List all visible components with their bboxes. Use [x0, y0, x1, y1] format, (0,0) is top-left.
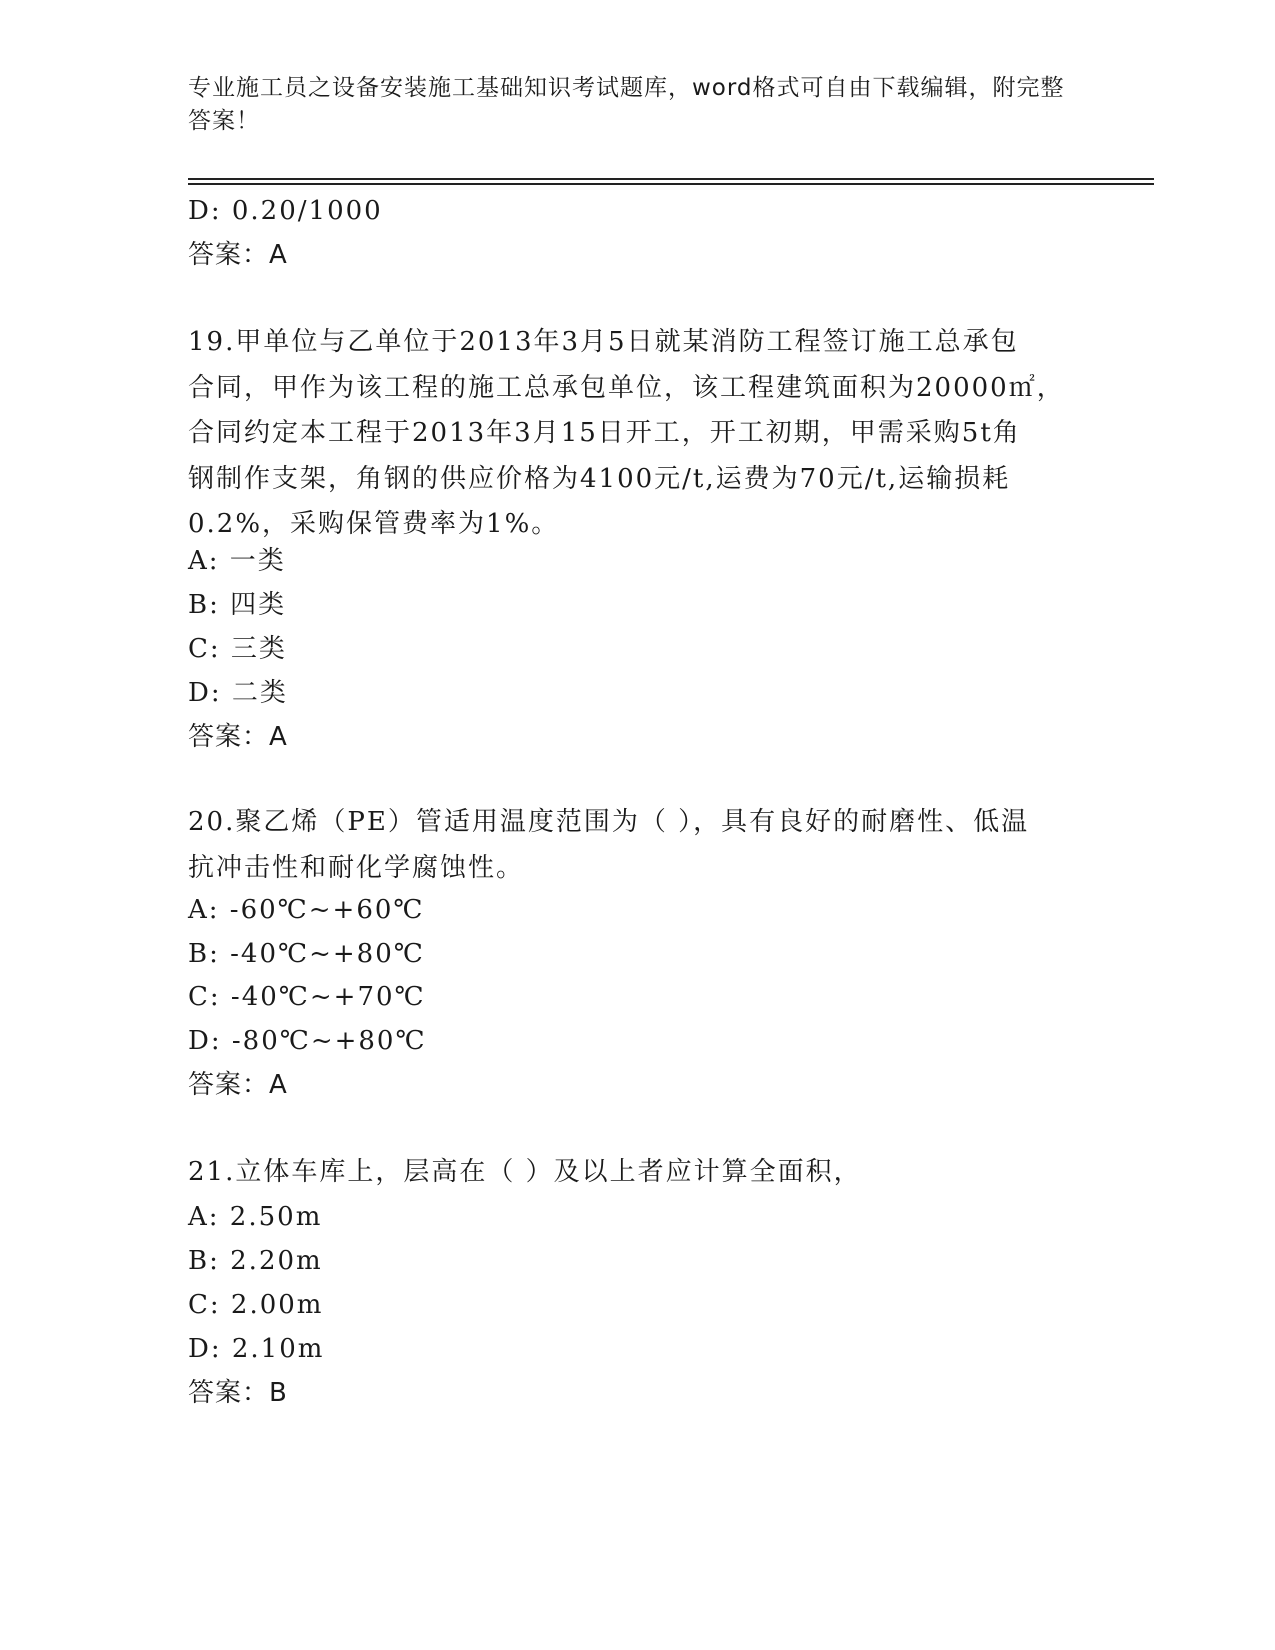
header-divider-bottom — [188, 183, 1154, 185]
q19-option-a: A: 一类 — [188, 546, 286, 576]
q19-option-c: C: 三类 — [188, 634, 287, 664]
q20-option-c: C: -40℃~+70℃ — [188, 982, 426, 1012]
q19-answer: 答案：A — [188, 722, 288, 752]
q21-option-c: C: 2.00m — [188, 1290, 324, 1320]
q20-stem: 20.聚乙烯（PE）管适用温度范围为（ ），具有良好的耐磨性、低温 抗冲击性和耐化学腐蚀性。 — [188, 807, 1030, 883]
q20-option-d: D: -80℃~+80℃ — [188, 1026, 427, 1056]
q20-option-b: B: -40℃~+80℃ — [188, 939, 425, 969]
q21-answer: 答案：B — [188, 1378, 288, 1408]
prev-option-d: D: 0.20/1000 — [188, 196, 383, 226]
q19-stem: 19.甲单位与乙单位于2013年3月5日就某消防工程签订施工总承包 合同，甲作为该工程的施工总承包单位，该工程建筑面积为20000㎡， 合同约定本工程于2013年3月15日开工，开工初期，甲需采购5t角 钢制作支架，角钢的供应价格为4100元/t,运费为70元/t,运输损耗 0.2%，采购保管费率为1%。 — [188, 327, 1065, 539]
q19-option-b: B: 四类 — [188, 590, 287, 620]
header-divider-top — [188, 178, 1154, 180]
q20-answer: 答案：A — [188, 1070, 288, 1100]
q21-option-d: D: 2.10m — [188, 1334, 325, 1364]
q20-option-a: A: -60℃~+60℃ — [188, 895, 425, 925]
q21-stem: 21.立体车库上，层高在（ ）及以上者应计算全面积， — [188, 1157, 862, 1187]
q21-option-b: B: 2.20m — [188, 1246, 323, 1276]
q19-option-d: D: 二类 — [188, 678, 288, 708]
prev-answer: 答案：A — [188, 240, 288, 270]
q21-option-a: A: 2.50m — [188, 1202, 323, 1232]
document-header: 专业施工员之设备安装施工基础知识考试题库，word格式可自由下载编辑，附完整答案！ — [188, 75, 1065, 134]
